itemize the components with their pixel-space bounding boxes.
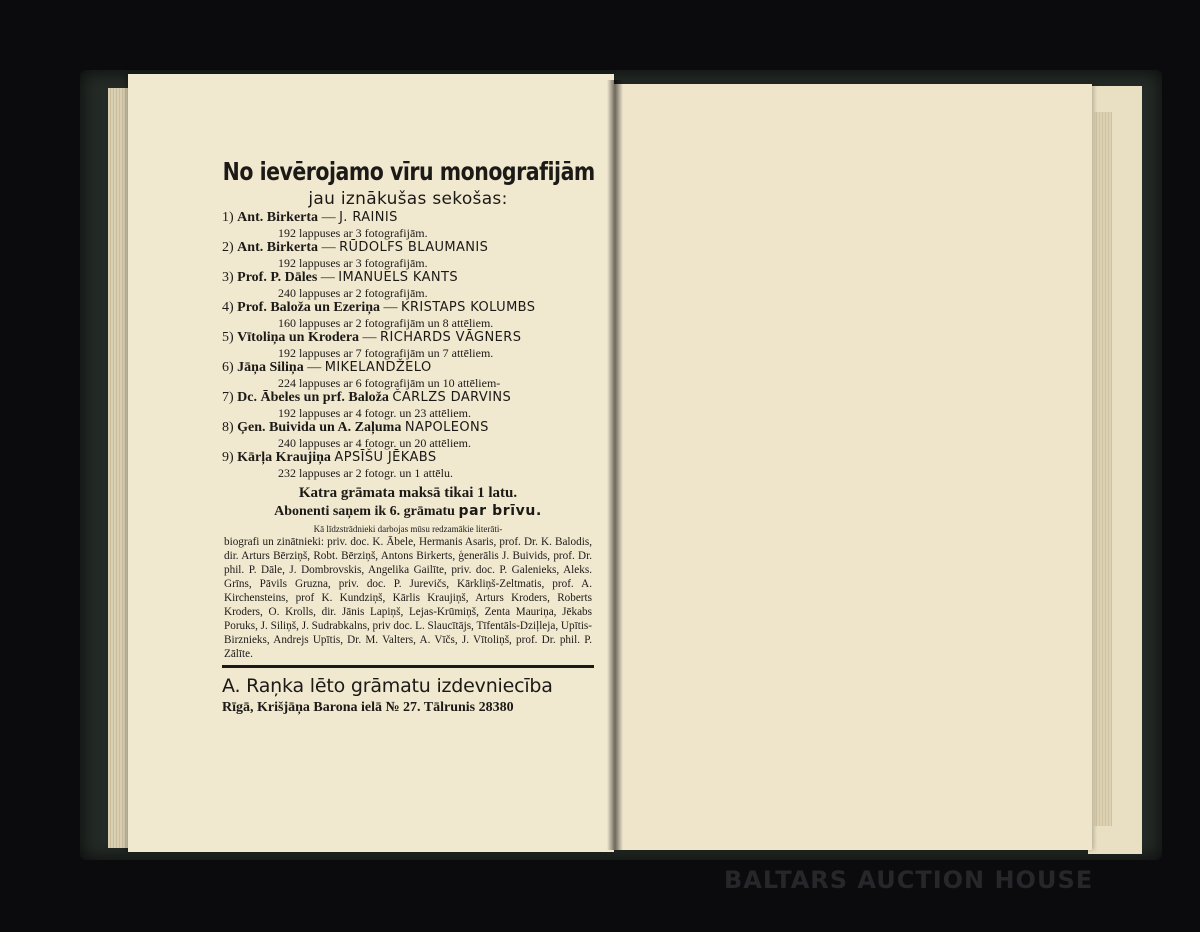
entry-details: 240 lappuses ar 2 fotografijām. (278, 286, 428, 300)
entry-title: KRISTAPS KOLUMBS (401, 300, 536, 315)
auction-watermark: BALTARS AUCTION HOUSE (724, 866, 1094, 894)
subscribers-line (222, 502, 594, 521)
advertisement-text (222, 150, 594, 718)
monograph-entry-line (222, 360, 594, 376)
monograph-entry (222, 420, 594, 450)
book-spine (607, 80, 623, 850)
entry-dash: — (318, 210, 340, 225)
entry-authors: Vītoliņa un Krodera (237, 330, 360, 345)
monograph-entry (222, 390, 594, 420)
entry-details: 192 lappuses ar 3 fotografijām. (278, 226, 428, 240)
entry-authors: Dc. Ābeles un prf. Baloža (237, 390, 389, 405)
monograph-entry (222, 450, 594, 480)
monograph-entry-line (222, 240, 594, 256)
entry-number: 1) (222, 210, 234, 225)
entry-title: RŪDOLFS BLAUMANIS (339, 240, 489, 255)
entry-number: 8) (222, 420, 234, 435)
entry-title: ČARLZS DARVINS (392, 390, 512, 405)
right-page-blank (614, 84, 1092, 850)
left-page-edges (108, 88, 130, 848)
publisher-address: Rīgā, Krišjāņa Barona ielā № 27. Tālrunis 28380 (222, 700, 514, 715)
entry-number: 6) (222, 360, 234, 375)
entry-details: 192 lappuses ar 4 fotogr. un 23 attēliem. (278, 406, 471, 420)
entry-dash: — (317, 270, 339, 285)
entry-details: 224 lappuses ar 6 fotografijām un 10 attēliem- (278, 376, 501, 390)
monograph-entry-line (222, 300, 594, 316)
entry-authors: Ant. Birkerta (237, 210, 319, 225)
entry-authors: Prof. P. Dāles (237, 270, 318, 285)
entry-dash: — (359, 330, 381, 345)
contributors-intro: Kā līdzstrādnieki darbojas mūsu redzamākie literāti- (313, 524, 503, 534)
monograph-entry-line (222, 450, 594, 466)
entry-number: 9) (222, 450, 234, 465)
monograph-entry (222, 330, 594, 360)
entry-dash: — (303, 360, 325, 375)
entry-authors: Kārļa Kraujiņa (237, 450, 331, 465)
free-text: par brīvu. (458, 503, 542, 519)
monograph-entry (222, 300, 594, 330)
entry-title: MIKELANDŽELO (324, 360, 432, 375)
subheadline: jau iznākušas sekošas: (308, 189, 508, 209)
monograph-entry-line (222, 210, 594, 226)
entry-number: 5) (222, 330, 234, 345)
monograph-entry-line (222, 390, 594, 406)
entry-dash: — (380, 300, 402, 315)
entry-details: 192 lappuses ar 7 fotografijām un 7 attēliem. (278, 346, 494, 360)
entry-details: 192 lappuses ar 3 fotografijām. (278, 256, 428, 270)
monograph-entry-line (222, 270, 594, 286)
headline: No ievērojamo vīru monografijām (222, 157, 595, 186)
contributors-list: biografi un zinātnieki: priv. doc. K. Ābele, Hermanis Asaris, prof. Dr. K. Balodis, dir. Arturs Bērziņš, Robt. Bērziņš, Antons Birkerts, ģenerālis J. Buivids, prof. Dr. phil. P. Dāle, J. Dombrovskis, Angelika Gailīte, priv. doc. P. Galenieks, Aleks. Grīns, Pāvils Gruzna, priv. doc. P. Jurevičs, Kārkliņš-Zeltmatis, prof. A. Kirchensteins, prof K. Kundziņš, Kārlis Kraujiņš, Arturs Kroders, Roberts Kroders, O. Krolls, dir. Jānis Lapiņš, Lejas-Krūmiņš, Zenta Mauriņa, Jēkabs Poruks, J. Siliņš, J. Sudrabkalns, priv doc. L. Slaucītājs, Tīfentāls-Dziļleja, Upītis-Birznieks, Andrejs Upītis, Dr. M. Valters, A. Vīčs, J. Vītoliņš, prof. Dr. phil. P. Zālīte. (224, 536, 593, 660)
publisher-name: A. Raņka lēto grāmatu izdevniecība (222, 675, 553, 697)
monograph-entry (222, 240, 594, 270)
monograph-entry-line (222, 330, 594, 346)
entry-authors: Ant. Birkerta (237, 240, 319, 255)
entry-details: 160 lappuses ar 2 fotografijām un 8 attēliem. (278, 316, 494, 330)
entry-details: 240 lappuses ar 4 fotogr. un 20 attēliem. (278, 436, 471, 450)
entry-authors: Ģen. Buivida un A. Zaļuma (237, 420, 402, 435)
entry-title: APSĪŠU JĒKABS (334, 450, 437, 465)
entry-number: 2) (222, 240, 234, 255)
entry-number: 7) (222, 390, 234, 405)
subscribers-text: Abonenti saņem ik 6. grāmatu (274, 504, 455, 519)
monograph-entry-line (222, 420, 594, 436)
monograph-entry (222, 210, 594, 240)
entry-number: 4) (222, 300, 234, 315)
entry-details: 232 lappuses ar 2 fotogr. un 1 attēlu. (278, 466, 453, 480)
entry-authors: Prof. Baloža un Ezeriņa (237, 300, 381, 315)
entry-title: J. RAINIS (339, 210, 398, 225)
right-page-edges (1094, 112, 1112, 826)
entry-title: NAPOLEONS (404, 420, 489, 435)
price-line: Katra grāmata maksā tikai 1 latu. (298, 485, 518, 501)
entry-number: 3) (222, 270, 234, 285)
entry-title: RICHARDS VĀGNERS (380, 330, 522, 345)
entry-authors: Jāņa Siliņa (237, 360, 304, 375)
monograph-entry (222, 360, 594, 390)
entry-title: IMANUELS KANTS (338, 270, 459, 285)
monograph-list (222, 210, 594, 480)
divider-rule (222, 665, 594, 668)
monograph-entry (222, 270, 594, 300)
entry-dash: — (318, 240, 340, 255)
